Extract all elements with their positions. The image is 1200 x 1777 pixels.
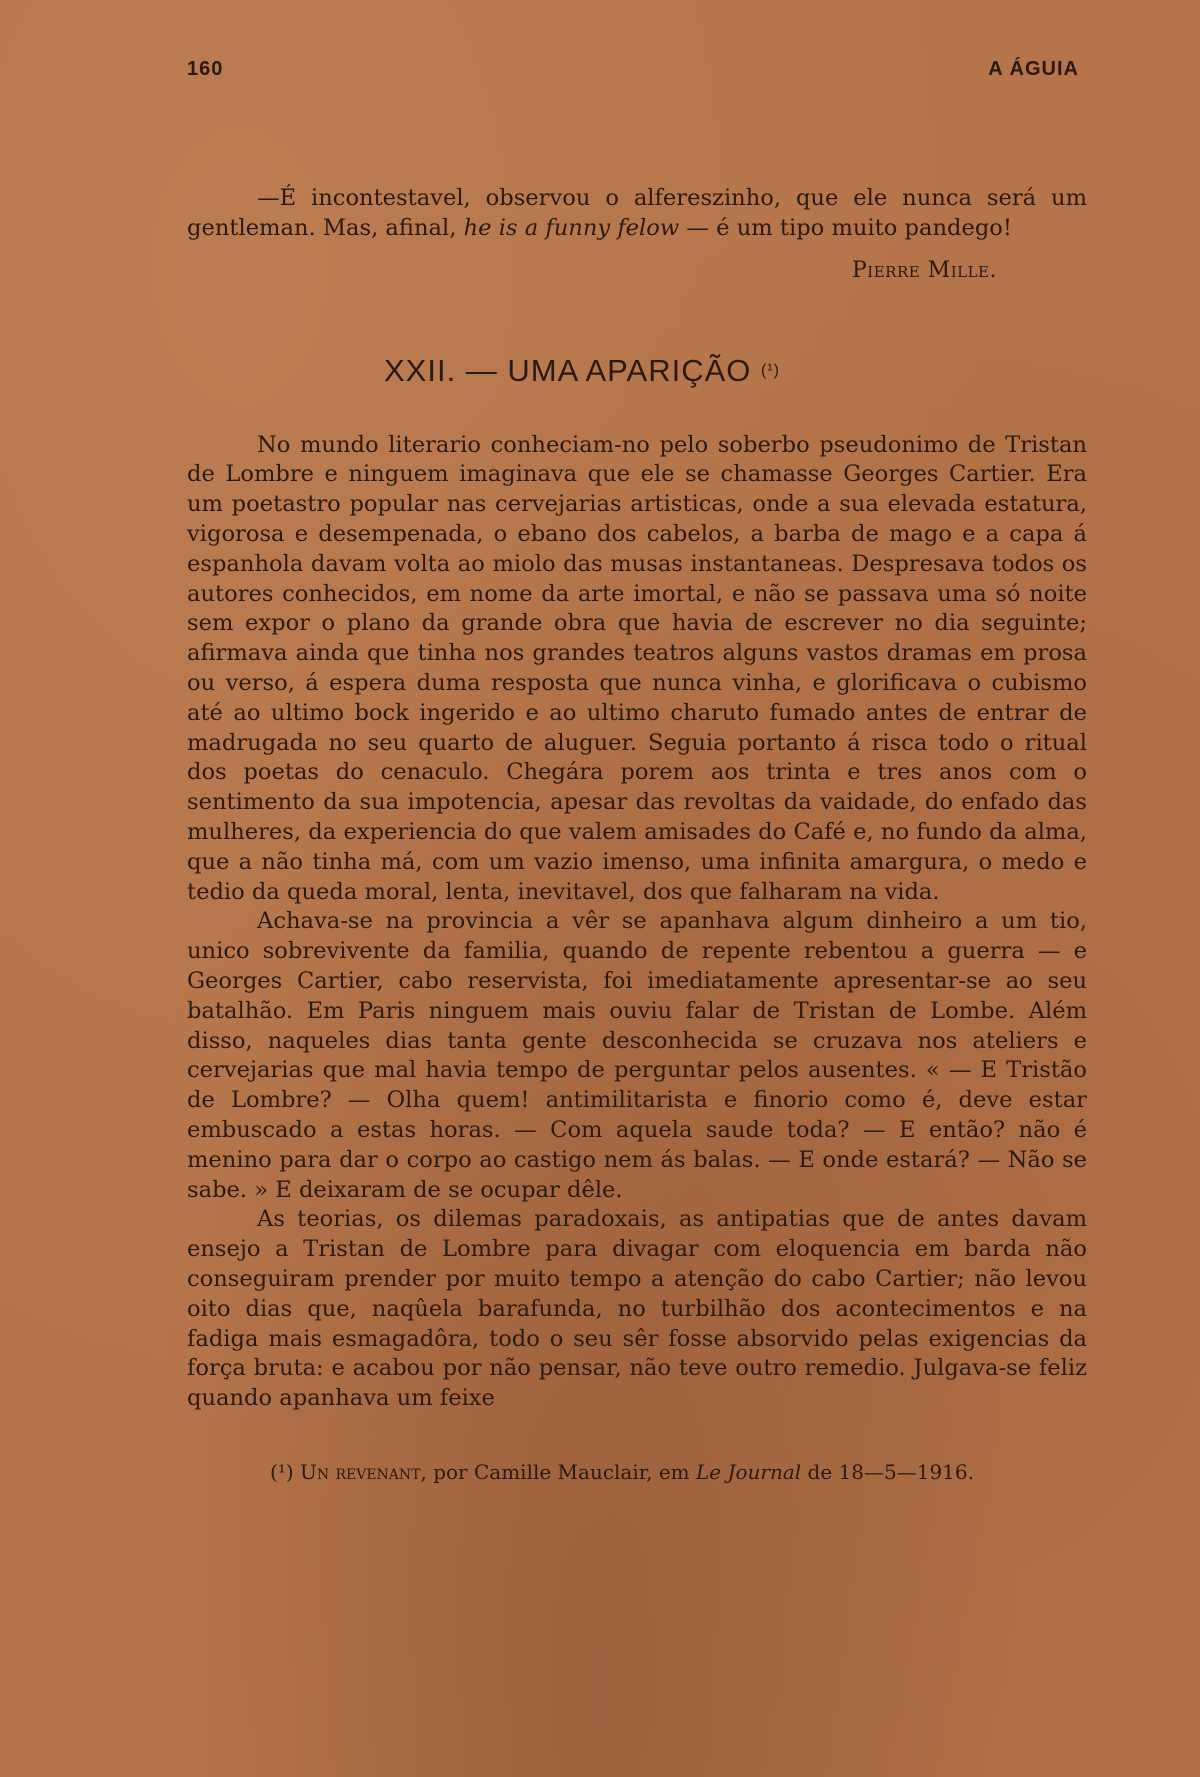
body-text xyxy=(187,184,1087,244)
footnote-title: Un revenant, xyxy=(300,1459,427,1484)
author-signature: Pierre Mille. xyxy=(851,257,997,283)
footnote-reference: (¹) xyxy=(761,361,780,379)
chapter-body xyxy=(187,431,1087,1414)
footnote-journal: Le Journal xyxy=(696,1459,802,1484)
chapter-paragraph: Achava-se na provincia a vêr se apanhava algum dinheiro a um tio, unico sobrevivente da familia, quando de repente rebentou a guerra — e Georges Cartier, cabo reservista, foi imediatamente apresentar-se ao seu batalhão. Em Paris ninguem mais ouviu falar de Tristan de Lombe. Além disso, naqueles dias tanta gente desconhecida se cruzava nos ateliers e cervejarias que mal havia tempo de perguntar pelos ausentes. « — E Tristão de Lombre? — Olha quem! antimilitarista e finorio como é, deve estar embuscado a estas horas. — Com aquela saude toda? — E então? não é menino para dar o corpo ao castigo nem ás balas. — E onde estará? — Não se sabe. » E deixaram de se ocupar dêle. xyxy=(187,908,1087,1203)
chapter-paragraph: No mundo literario conheciam-no pelo soberbo pseudonimo de Tristan de Lombre e ninguem imaginava que ele se chamasse Georges Cartier. Era um poetastro popular nas cervejarias artisticas, onde a sua elevada estatura, vigorosa e desempenada, o ebano dos cabelos, a barba de mago e a capa á espanhola davam volta ao miolo das musas instantaneas. Despresava todos os autores conhecidos, em nome da arte imortal, e não se passava uma só noite sem expor o plano da grande obra que havia de escrever no dia seguinte; afirmava ainda que tinha nos grandes teatros alguns vastos dramas em prosa ou verso, á espera duma resposta que nunca vinha, e glorificava o cubismo até ao ultimo bock ingerido e ao ultimo charuto fumado antes de entrar de madrugada no seu quarto de aluguer. Seguia portanto á risca todo o ritual dos poetas do cenaculo. Chegára porem aos trinta e tres anos com o sentimento da sua impotencia, apesar das revoltas da vaidade, do enfado das mulheres, da experiencia do que valem amisades do Café e, no fundo da alma, que a não tinha má, com um vazio imenso, uma infinita amargura, o medo e tedio da queda moral, lenta, inevitavel, dos que falharam na vida. xyxy=(187,431,1087,905)
chapter-paragraph: As teorias, os dilemas paradoxais, as antipatias que de antes davam ensejo a Tristan de Lombre para divagar com eloquencia em barda não conseguiram prender por muito tempo a atenção do cabo Cartier; não levou oito dias que, naqûela barafunda, no turbilhão dos acontecimentos e na fadiga mais esmagadôra, todo o seu sêr fosse absorvido pelas exigencias da força bruta: e acabou por não pensar, não teve outro remedio. Julgava-se feliz quando apanhava um feixe xyxy=(187,1206,1087,1412)
running-head xyxy=(187,50,1087,90)
footnote xyxy=(187,1460,1057,1484)
epilogue-paragraph xyxy=(187,184,1087,244)
journal-name: A ÁGUIA xyxy=(988,58,1079,80)
footnote-text-end: de 18—5—1916. xyxy=(801,1459,974,1484)
epilogue-text-italic: he is a funny felow xyxy=(463,214,680,241)
epilogue-text-end: — é um tipo muito pandego! xyxy=(679,214,1012,241)
footnote-marker: (¹) xyxy=(270,1459,294,1484)
page-number: 160 xyxy=(187,58,224,80)
book-page xyxy=(187,50,1087,1484)
footnote-text-middle: por Camille Mauclair, em xyxy=(426,1459,696,1484)
chapter-title: XXII. — UMA APARIÇÃO xyxy=(383,352,752,388)
epilogue-text-start: —É incontestavel, observou o alfereszinho, que ele nunca será um gentleman. Mas, afinal, xyxy=(187,185,1087,241)
chapter-heading xyxy=(187,353,977,389)
